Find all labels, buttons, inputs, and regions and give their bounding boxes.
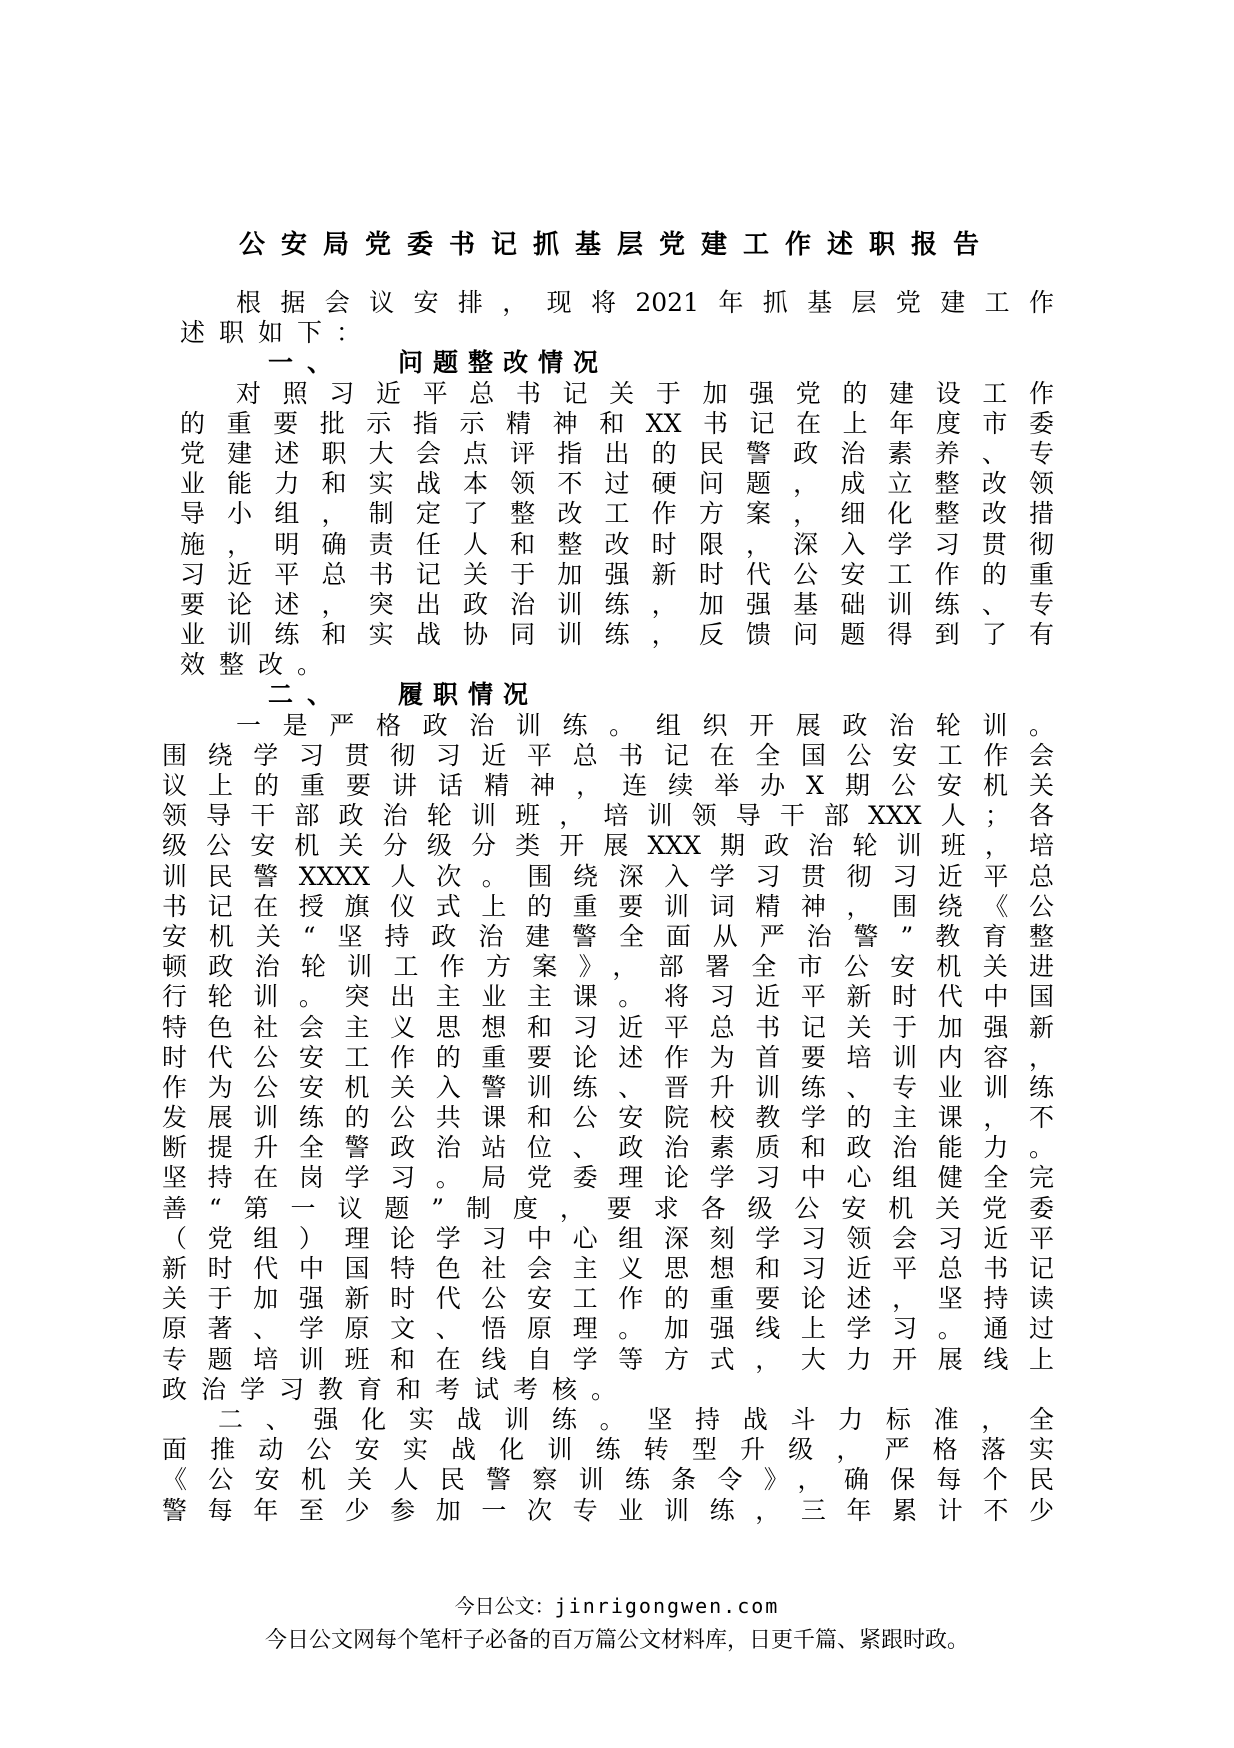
- paragraph-line: 书记在授旗仪式上的重要训词精神，围绕《公: [162, 891, 1054, 921]
- paragraph-line: 围绕学习贯彻习近平总书记在全国公安工作会: [162, 740, 1054, 770]
- paragraph-line: 领导干部政治轮训班，培训领导干部XXX人；各: [162, 801, 1054, 831]
- paragraph-line: 安机关“坚持政治建警全面从严治警”教育整: [162, 921, 1054, 951]
- section-heading-text: 问题整改情况: [398, 348, 609, 378]
- section-number: 一、: [268, 348, 347, 378]
- paragraph-line: 述职如下：: [180, 318, 376, 348]
- paragraph-line: 善“第一议题”制度，要求各级公安机关党委: [162, 1193, 1054, 1223]
- paragraph-line: 《公安机关人民警察训练条令》，确保每个民: [162, 1465, 1054, 1495]
- paragraph-line: 一是严格政治训练。组织开展政治轮训。: [236, 710, 1054, 740]
- paragraph-line: （党组）理论学习中心组深刻学习领会习近平: [162, 1223, 1054, 1253]
- paragraph-line: 对照习近平总书记关于加强党的建设工作: [236, 378, 1054, 408]
- footer-tagline: 今日公文网每个笔杆子必备的百万篇公文材料库，日更千篇、紧跟时政。: [264, 1628, 969, 1653]
- paragraph-line: 作为公安机关入警训练、晋升训练、专业训练: [162, 1072, 1054, 1102]
- paragraph-line: 业能力和实战本领不过硬问题，成立整改领: [180, 469, 1054, 499]
- paragraph-line: 面推动公安实战化训练转型升级，严格落实: [162, 1435, 1054, 1465]
- paragraph-line: 施，明确责任人和整改时限，深入学习贯彻: [180, 529, 1054, 559]
- paragraph-line: 党建述职大会点评指出的民警政治素养、专: [180, 438, 1054, 468]
- section-heading-2: [180, 680, 1054, 710]
- paragraph-line: 断提升全警政治站位、政治素质和政治能力。: [162, 1133, 1054, 1163]
- paragraph-line: 导小组，制定了整改工作方案，细化整改措: [180, 499, 1054, 529]
- section-heading-text: 履职情况: [398, 680, 539, 710]
- footer-url-link[interactable]: jinrigongwen.com: [554, 1594, 780, 1618]
- paragraph-line: 政治学习教育和考试考核。: [162, 1374, 631, 1404]
- footer-label: 今日公文：: [454, 1594, 555, 1618]
- paragraph-line: 关于加强新时代公安工作的重要论述，坚持读: [162, 1284, 1054, 1314]
- paragraph-line: 训民警XXXX人次。围绕深入学习贯彻习近平总: [162, 861, 1054, 891]
- paragraph-line: 要论述，突出政治训练，加强基础训练、专: [180, 589, 1054, 619]
- paragraph-line: 新时代中国特色社会主义思想和习近平总书记: [162, 1254, 1054, 1283]
- paragraph-line: 级公安机关分级分类开展XXX期政治轮训班，培: [162, 831, 1054, 861]
- document-title: 公安局党委书记抓基层党建工作述职报告: [238, 230, 995, 260]
- paragraph-line: 警每年至少参加一次专业训练，三年累计不少: [162, 1495, 1054, 1525]
- paragraph-line: 效整改。: [180, 650, 337, 680]
- paragraph-line: 习近平总书记关于加强新时代公安工作的重: [180, 559, 1054, 589]
- paragraph-line: 坚持在岗学习。局党委理论学习中心组健全完: [162, 1163, 1054, 1193]
- section-heading-1: [180, 348, 1054, 378]
- paragraph-line: 行轮训。突出主业主课。将习近平新时代中国: [162, 982, 1054, 1012]
- paragraph-line: 根据会议安排，现将2021年抓基层党建工作: [236, 288, 1054, 317]
- paragraph-line: 业训练和实战协同训练，反馈问题得到了有: [180, 620, 1054, 650]
- paragraph-line: 二、强化实战训练。坚持战斗力标准，全: [218, 1404, 1054, 1434]
- paragraph-line: 顿政治轮训工作方案》，部署全市公安机关进: [162, 952, 1054, 982]
- document-body: [162, 288, 1054, 1526]
- paragraph-line: 的重要批示指示精神和XX书记在上年度市委: [180, 408, 1054, 438]
- paragraph-line: 专题培训班和在线自学等方式，大力开展线上: [162, 1344, 1054, 1374]
- paragraph-line: 发展训练的公共课和公安院校教学的主课，不: [162, 1103, 1054, 1133]
- paragraph-line: 特色社会主义思想和习近平总书记关于加强新: [162, 1012, 1054, 1042]
- paragraph-line: 原著、学原文、悟原理。加强线上学习。通过: [162, 1314, 1054, 1344]
- paragraph-line: 议上的重要讲话精神，连续举办X期公安机关: [162, 771, 1054, 800]
- footer-source: [0, 1592, 1234, 1620]
- section-number: 二、: [268, 680, 347, 710]
- paragraph-line: 时代公安工作的重要论述作为首要培训内容，: [162, 1042, 1054, 1072]
